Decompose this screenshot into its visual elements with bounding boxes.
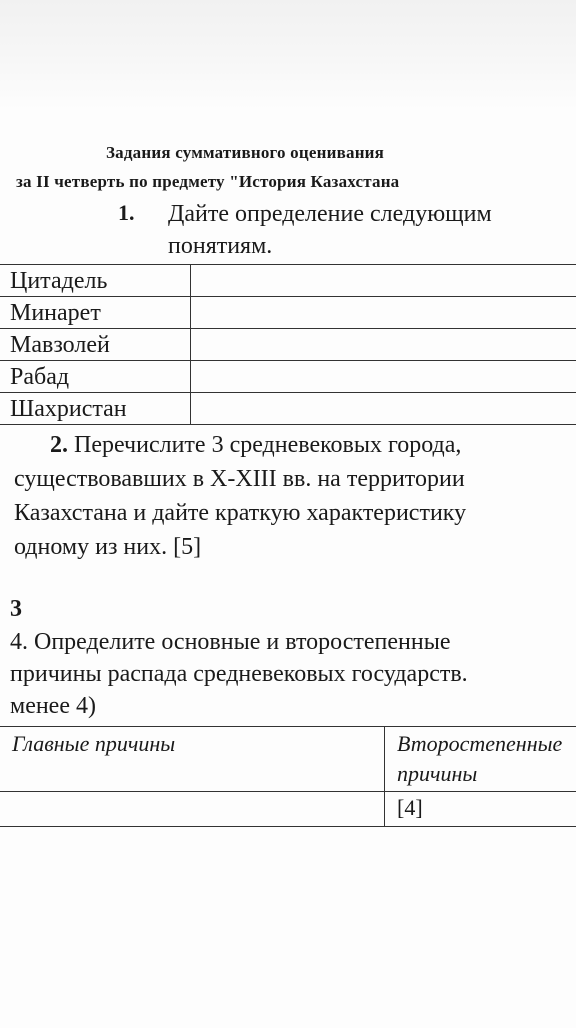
table-row bbox=[0, 329, 576, 361]
table-row bbox=[0, 297, 576, 329]
question-1-text-line-2: понятиям. bbox=[168, 233, 273, 259]
header-main-causes: Главные причины bbox=[0, 727, 385, 792]
term-cell: Мавзолей bbox=[0, 329, 191, 361]
definition-cell bbox=[191, 297, 576, 329]
question-2-line-3: Казахстана и дайте краткую характеристику bbox=[14, 500, 467, 526]
question-1-text-line-1: Дайте определение следующим bbox=[168, 201, 492, 227]
definitions-table bbox=[0, 264, 576, 425]
table-row bbox=[0, 361, 576, 393]
term-cell: Минарет bbox=[0, 297, 191, 329]
definition-cell bbox=[191, 329, 576, 361]
header-secondary-line-2: причины bbox=[397, 761, 478, 786]
header-secondary-causes bbox=[385, 727, 576, 792]
question-1-text bbox=[168, 198, 576, 262]
table-header-row bbox=[0, 727, 576, 792]
doc-title-line-2: за II четверть по предмету "История Казахстана bbox=[16, 172, 400, 191]
doc-title-line-1: Задания суммативного оценивания bbox=[106, 143, 385, 162]
header-secondary-line-1: Второстепенные bbox=[397, 731, 563, 756]
table-row bbox=[0, 792, 576, 827]
main-causes-cell bbox=[0, 792, 385, 827]
table-row bbox=[0, 265, 576, 297]
table-row bbox=[0, 393, 576, 425]
question-2-line-1-text: Перечислите 3 средневековых города, bbox=[74, 432, 462, 458]
question-2 bbox=[14, 428, 576, 564]
secondary-causes-cell: [4] bbox=[385, 792, 576, 827]
definition-cell bbox=[191, 265, 576, 297]
definition-cell bbox=[191, 361, 576, 393]
question-2-number: 2. bbox=[50, 432, 68, 458]
term-cell: Цитадель bbox=[0, 265, 191, 297]
definition-cell bbox=[191, 393, 576, 425]
question-2-line-1 bbox=[14, 428, 576, 462]
causes-table bbox=[0, 726, 576, 827]
question-3-number: 3 bbox=[10, 596, 22, 622]
question-4-line-3: менее 4) bbox=[10, 693, 96, 719]
question-1-number: 1. bbox=[118, 200, 135, 225]
question-4-line-2: причины распада средневековых государств. bbox=[10, 661, 468, 687]
term-cell: Шахристан bbox=[0, 393, 191, 425]
question-4-line-1: 4. Определите основные и второстепенные bbox=[10, 629, 451, 655]
question-2-line-2: существовавших в X-XIII вв. на территории bbox=[14, 466, 465, 492]
term-cell: Рабад bbox=[0, 361, 191, 393]
question-4 bbox=[10, 626, 576, 722]
question-2-line-4: одному из них. [5] bbox=[14, 534, 202, 560]
